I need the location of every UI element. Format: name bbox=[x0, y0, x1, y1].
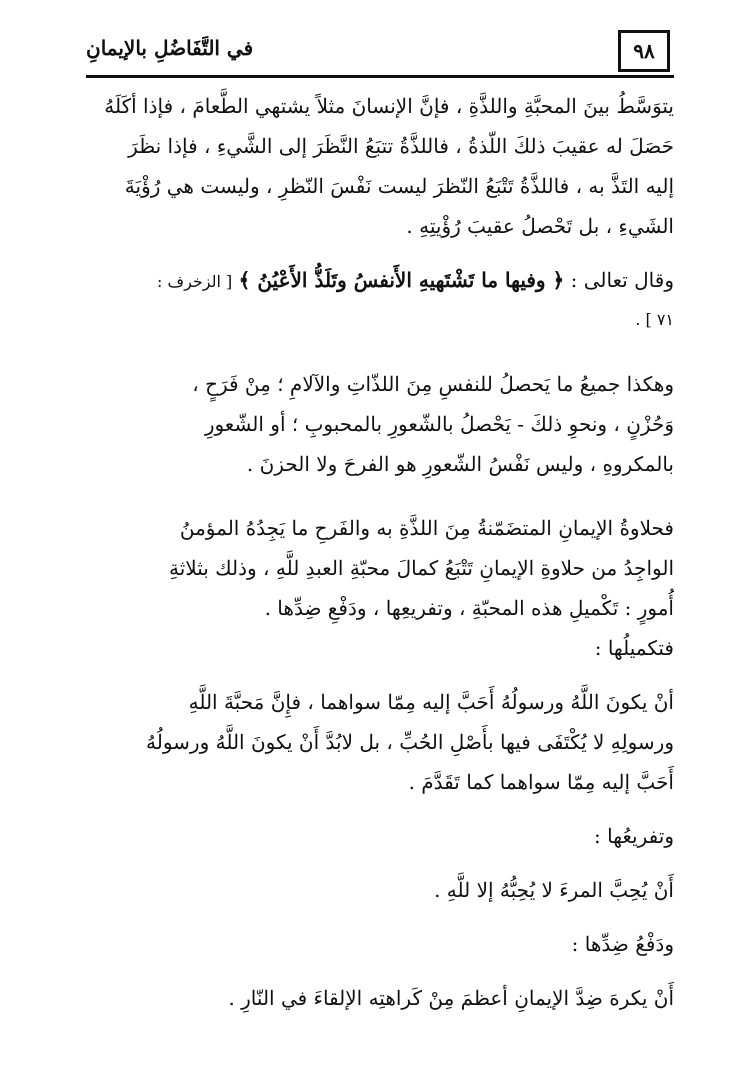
paragraph-7: أَنْ يكرهَ ضِدَّ الإيمانِ أعظمَ مِنْ كَراهتِه الإلقاءَ في النّارِ . bbox=[228, 986, 674, 1010]
text-line: الواجِدُ من حلاوةِ الإيمانِ تَتْبَعُ كمالَ محبّةِ العبدِ للَّهِ ، وذلك بثلاثةِ bbox=[168, 556, 674, 580]
section-heading-completion: فتكميلُها : bbox=[594, 636, 674, 660]
section-heading-repelling: ودَفْعُ ضِدِّها : bbox=[571, 932, 674, 956]
text-line: وهكذا جميعُ ما يَحصلُ للنفسِ مِنَ اللذّاتِ والآلامِ ؛ مِنْ فَرَحٍ ، bbox=[192, 372, 674, 396]
text-line: بالمكروهِ ، وليس نَفْسُ الشّعورِ هو الفرحَ ولا الحزنَ . bbox=[246, 452, 674, 476]
verse-intro: وقال تعالى : bbox=[570, 268, 674, 292]
running-title: في التَّفَاضُلِ بالإيمانِ bbox=[86, 36, 254, 60]
page-number: ٩٨ bbox=[618, 30, 670, 72]
text-line: أَحَبَّ إليه مِمّا سواهما كما تَقَدَّمَ . bbox=[408, 770, 674, 794]
quran-verse: ﴿ وفيها ما تَشْتَهيهِ الأَنفسُ وتَلَذُّ الأَعْيُنُ ﴾ bbox=[238, 268, 565, 292]
text-line: يتوَسَّطُ بينَ المحبَّةِ واللذَّةِ ، فإنَّ الإنسانَ مثلاً يشتهي الطَّعامَ ، فإذا أكَلَهُ bbox=[104, 94, 674, 118]
text-line: وَحُزْنٍ ، ونحوِ ذلكَ - يَحْصلُ بالشّعورِ بالمحبوبِ ؛ أو الشّعورِ bbox=[204, 412, 674, 436]
text-line: أنْ يكونَ اللَّهُ ورسولُهُ أَحَبَّ إليه مِمّا سواهما ، فإِنَّ مَحبَّةَ اللَّهِ bbox=[188, 690, 674, 714]
verse-reference: [ الزخرف : bbox=[157, 272, 233, 291]
text-line: ورسولِهِ لا يُكْتَفَى فيها بأَصْلِ الحُبِّ ، بل لابُدَّ أَنْ يكونَ اللَّهُ ورسولُهُ bbox=[146, 730, 674, 754]
text-line bbox=[86, 260, 674, 300]
text-line: حَصَلَ له عقيبَ ذلكَ اللّذةُ ، فاللذَّةُ تتبَعُ النَّظَرَ إلى الشَّيءِ ، فإذا نظَرَ bbox=[128, 134, 674, 158]
page-header bbox=[86, 30, 674, 78]
paragraph-2 bbox=[86, 260, 674, 340]
paragraph-1 bbox=[86, 86, 674, 246]
text-line: فحلاوةُ الإيمانِ المتضَمّنةُ مِنَ اللذَّةِ به والفَرحِ ما يَجِدُهُ المؤمنُ bbox=[179, 516, 674, 540]
verse-reference-end: ٧١ ] . bbox=[635, 310, 674, 329]
text-line: الشَيءِ ، بل تَحْصلُ عقيبَ رُؤْيتِهِ . bbox=[406, 214, 674, 238]
page-body bbox=[86, 86, 674, 1018]
text-line: أُمورٍ : تَكْميلِ هذه المحبّةِ ، وتفريعِها ، ودَفْعِ ضِدِّها . bbox=[264, 596, 674, 620]
paragraph-4 bbox=[86, 508, 674, 628]
paragraph-5 bbox=[86, 682, 674, 802]
text-line: إليه التَذَّ به ، فاللذَّةُ تَتْبَعُ النّظرَ ليست نَفْسَ النّظرِ ، وليست هي رُؤْيَةَ bbox=[124, 174, 674, 198]
paragraph-3 bbox=[86, 364, 674, 484]
section-heading-branching: وتفريعُها : bbox=[594, 824, 674, 848]
paragraph-6: أَنْ يُحِبَّ المرءَ لا يُحِبُّهُ إلا للَّهِ . bbox=[434, 878, 674, 902]
